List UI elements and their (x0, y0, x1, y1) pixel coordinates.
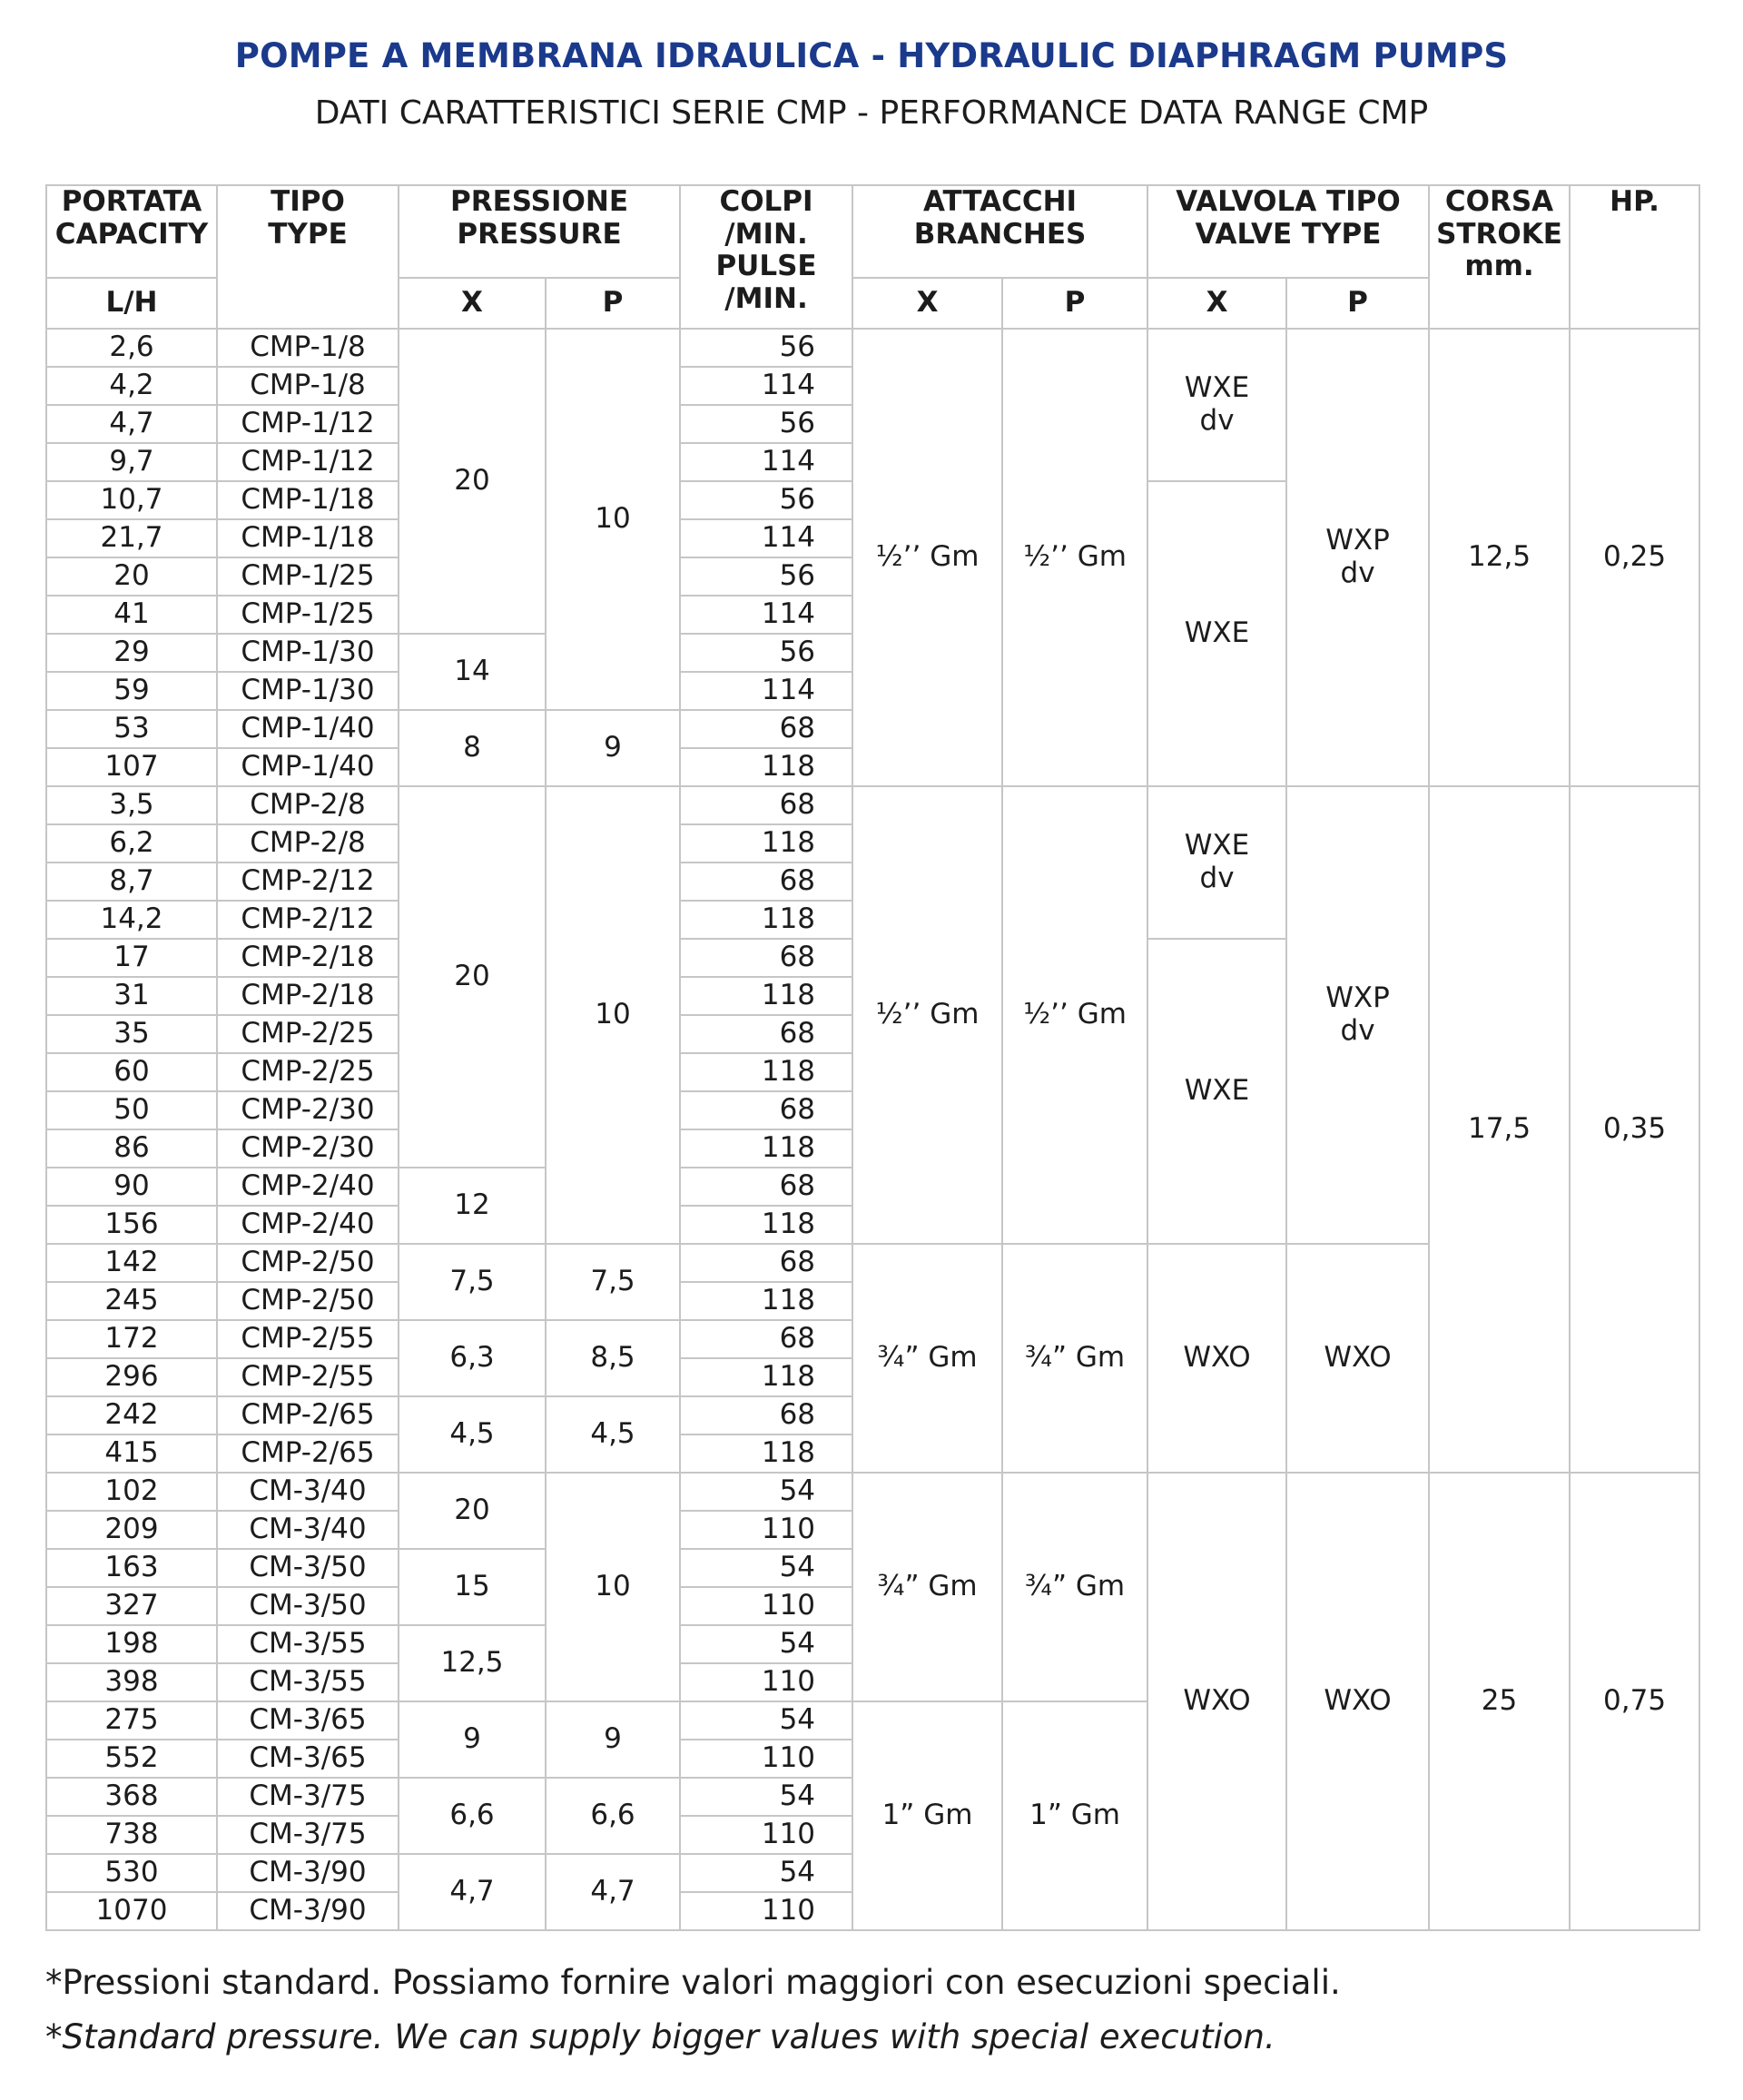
type-cell: CMP-2/25 (217, 1015, 399, 1053)
pulse-cell: 54 (680, 1473, 852, 1511)
pulse-cell: 118 (680, 1129, 852, 1168)
pulse-cell: 54 (680, 1549, 852, 1587)
pulse-cell: 110 (680, 1587, 852, 1625)
header-stroke-it: CORSA (1444, 185, 1554, 218)
pulse-cell: 68 (680, 1244, 852, 1282)
type-cell: CMP-2/8 (217, 786, 399, 824)
capacity-cell: 142 (46, 1244, 217, 1282)
type-cell: CM-3/90 (217, 1892, 399, 1930)
stroke-cell: 17,5 (1429, 786, 1570, 1473)
capacity-cell: 530 (46, 1854, 217, 1892)
pulse-cell: 110 (680, 1663, 852, 1701)
type-cell: CMP-2/40 (217, 1168, 399, 1206)
capacity-cell: 9,7 (46, 443, 217, 481)
capacity-cell: 8,7 (46, 863, 217, 901)
header-valve-p: P (1286, 278, 1429, 329)
pressure-p-cell: 6,6 (546, 1778, 680, 1854)
type-cell: CM-3/90 (217, 1854, 399, 1892)
pulse-cell: 68 (680, 1015, 852, 1053)
valve-p-cell: WXP dv (1286, 329, 1429, 786)
footnote-english: *Standard pressure. We can supply bigger values with special execution. (45, 2017, 1275, 2056)
pressure-p-cell: 10 (546, 329, 680, 710)
header-valve-en: VALVE TYPE (1195, 217, 1382, 251)
pulse-cell: 56 (680, 405, 852, 443)
page-subtitle: DATI CARATTERISTICI SERIE CMP - PERFORMANCE DATA RANGE CMP (314, 94, 1429, 132)
pressure-x-cell: 15 (399, 1549, 546, 1625)
table-body (46, 329, 1699, 1930)
capacity-cell: 10,7 (46, 481, 217, 519)
header-capacity-en: CAPACITY (54, 217, 209, 251)
pressure-p-cell: 4,7 (546, 1854, 680, 1930)
capacity-cell: 107 (46, 748, 217, 786)
header-pressure-p: P (546, 278, 680, 329)
pulse-cell: 118 (680, 1435, 852, 1473)
pulse-cell: 110 (680, 1816, 852, 1854)
type-cell: CM-3/65 (217, 1701, 399, 1740)
capacity-cell: 398 (46, 1663, 217, 1701)
capacity-cell: 17 (46, 939, 217, 977)
branch-p-cell: 1” Gm (1002, 1701, 1147, 1930)
pressure-p-cell: 8,5 (546, 1320, 680, 1396)
pulse-cell: 68 (680, 710, 852, 748)
capacity-cell: 415 (46, 1435, 217, 1473)
type-cell: CMP-1/8 (217, 329, 399, 367)
header-branches-x: X (852, 278, 1002, 329)
pressure-x-cell: 20 (399, 329, 546, 634)
pulse-cell: 54 (680, 1701, 852, 1740)
capacity-cell: 275 (46, 1701, 217, 1740)
type-cell: CM-3/75 (217, 1816, 399, 1854)
type-cell: CMP-2/50 (217, 1244, 399, 1282)
capacity-cell: 198 (46, 1625, 217, 1663)
type-cell: CMP-1/40 (217, 748, 399, 786)
capacity-cell: 156 (46, 1206, 217, 1244)
capacity-cell: 327 (46, 1587, 217, 1625)
pulse-cell: 56 (680, 329, 852, 367)
hp-cell: 0,35 (1570, 786, 1699, 1473)
capacity-cell: 50 (46, 1091, 217, 1129)
pressure-p-cell: 9 (546, 710, 680, 786)
pulse-cell: 118 (680, 901, 852, 939)
pressure-x-cell: 20 (399, 1473, 546, 1549)
pressure-p-cell: 4,5 (546, 1396, 680, 1473)
capacity-cell: 368 (46, 1778, 217, 1816)
type-cell: CMP-2/65 (217, 1435, 399, 1473)
header-pulse-line3: PULSE (715, 250, 817, 283)
stroke-cell: 12,5 (1429, 329, 1570, 786)
capacity-cell: 35 (46, 1015, 217, 1053)
header-stroke-unit: mm. (1464, 250, 1534, 283)
header-pressure-x: X (399, 278, 546, 329)
header-pulse-line4: /MIN. (724, 281, 808, 315)
header-hp-label: HP. (1610, 185, 1659, 218)
type-cell: CM-3/50 (217, 1587, 399, 1625)
capacity-cell: 245 (46, 1282, 217, 1320)
pressure-x-cell: 12 (399, 1168, 546, 1244)
page-title: POMPE A MEMBRANA IDRAULICA - HYDRAULIC DIAPHRAGM PUMPS (234, 36, 1509, 75)
table-row (46, 786, 1699, 824)
header-pulse-line2: /MIN. (724, 217, 808, 251)
header-capacity-it: PORTATA (61, 185, 202, 218)
type-cell: CM-3/40 (217, 1473, 399, 1511)
header-pressure-en: PRESSURE (457, 217, 622, 251)
pressure-x-cell: 8 (399, 710, 546, 786)
capacity-cell: 60 (46, 1053, 217, 1091)
capacity-cell: 209 (46, 1511, 217, 1549)
pressure-x-cell: 6,6 (399, 1778, 546, 1854)
pulse-cell: 118 (680, 977, 852, 1015)
pressure-p-cell: 7,5 (546, 1244, 680, 1320)
type-cell: CMP-2/65 (217, 1396, 399, 1435)
footnote-italian: *Pressioni standard. Possiamo fornire valori maggiori con esecuzioni speciali. (45, 1963, 1341, 2002)
pressure-x-cell: 4,5 (399, 1396, 546, 1473)
pulse-cell: 68 (680, 1320, 852, 1358)
type-cell: CMP-2/25 (217, 1053, 399, 1091)
pulse-cell: 68 (680, 786, 852, 824)
pulse-cell: 54 (680, 1778, 852, 1816)
type-cell: CMP-2/18 (217, 977, 399, 1015)
type-cell: CMP-2/12 (217, 901, 399, 939)
type-cell: CM-3/40 (217, 1511, 399, 1549)
pulse-cell: 56 (680, 557, 852, 596)
type-cell: CMP-2/55 (217, 1320, 399, 1358)
branch-p-cell: ½’’ Gm (1002, 329, 1147, 786)
type-cell: CMP-2/30 (217, 1091, 399, 1129)
pressure-x-cell: 20 (399, 786, 546, 1168)
valve-x-cell: WXE dv (1147, 329, 1286, 481)
branch-x-cell: ¾” Gm (852, 1244, 1002, 1473)
pulse-cell: 68 (680, 1168, 852, 1206)
capacity-cell: 53 (46, 710, 217, 748)
type-cell: CMP-1/12 (217, 405, 399, 443)
table-header (46, 185, 1699, 329)
type-cell: CMP-1/18 (217, 519, 399, 557)
pulse-cell: 114 (680, 596, 852, 634)
pulse-cell: 110 (680, 1511, 852, 1549)
header-branches (852, 185, 1147, 278)
type-cell: CMP-2/50 (217, 1282, 399, 1320)
branch-x-cell: ½’’ Gm (852, 786, 1002, 1244)
pulse-cell: 118 (680, 824, 852, 863)
capacity-cell: 4,2 (46, 367, 217, 405)
header-stroke (1429, 185, 1570, 329)
type-cell: CMP-2/8 (217, 824, 399, 863)
header-branches-it: ATTACCHI (922, 185, 1078, 218)
type-cell: CMP-2/40 (217, 1206, 399, 1244)
header-stroke-en: STROKE (1436, 217, 1562, 251)
capacity-cell: 3,5 (46, 786, 217, 824)
pulse-cell: 114 (680, 443, 852, 481)
branch-x-cell: 1” Gm (852, 1701, 1002, 1930)
pulse-cell: 118 (680, 1206, 852, 1244)
pulse-cell: 54 (680, 1625, 852, 1663)
type-cell: CMP-1/30 (217, 634, 399, 672)
pressure-p-cell: 10 (546, 1473, 680, 1701)
capacity-cell: 552 (46, 1740, 217, 1778)
valve-x-cell: WXE (1147, 481, 1286, 786)
capacity-cell: 86 (46, 1129, 217, 1168)
header-pressure (399, 185, 680, 278)
header-branches-p: P (1002, 278, 1147, 329)
capacity-cell: 163 (46, 1549, 217, 1587)
capacity-cell: 29 (46, 634, 217, 672)
header-valve (1147, 185, 1429, 278)
capacity-cell: 20 (46, 557, 217, 596)
stroke-cell: 25 (1429, 1473, 1570, 1930)
type-cell: CMP-1/25 (217, 596, 399, 634)
pulse-cell: 114 (680, 367, 852, 405)
type-cell: CMP-2/12 (217, 863, 399, 901)
type-cell: CM-3/75 (217, 1778, 399, 1816)
performance-table (45, 184, 1700, 1931)
capacity-cell: 102 (46, 1473, 217, 1511)
capacity-cell: 1070 (46, 1892, 217, 1930)
header-pulse-line1: COLPI (719, 185, 813, 218)
pressure-x-cell: 6,3 (399, 1320, 546, 1396)
type-cell: CM-3/55 (217, 1663, 399, 1701)
capacity-cell: 59 (46, 672, 217, 710)
type-cell: CMP-2/18 (217, 939, 399, 977)
pressure-x-cell: 12,5 (399, 1625, 546, 1701)
header-hp (1570, 185, 1699, 329)
pulse-cell: 56 (680, 634, 852, 672)
type-cell: CM-3/55 (217, 1625, 399, 1663)
pressure-p-cell: 10 (546, 786, 680, 1244)
pulse-cell: 118 (680, 1053, 852, 1091)
pulse-cell: 118 (680, 1358, 852, 1396)
type-cell: CMP-1/12 (217, 443, 399, 481)
header-valve-it: VALVOLA TIPO (1176, 185, 1401, 218)
type-cell: CMP-2/30 (217, 1129, 399, 1168)
capacity-cell: 4,7 (46, 405, 217, 443)
valve-p-cell: WXO (1286, 1473, 1429, 1930)
hp-cell: 0,25 (1570, 329, 1699, 786)
capacity-cell: 172 (46, 1320, 217, 1358)
branch-x-cell: ½’’ Gm (852, 329, 1002, 786)
pulse-cell: 118 (680, 748, 852, 786)
capacity-cell: 21,7 (46, 519, 217, 557)
header-pulse (680, 185, 852, 329)
valve-p-cell: WXO (1286, 1244, 1429, 1473)
type-cell: CMP-1/30 (217, 672, 399, 710)
type-cell: CMP-1/8 (217, 367, 399, 405)
capacity-cell: 296 (46, 1358, 217, 1396)
header-type-it: TIPO (271, 185, 345, 218)
pulse-cell: 118 (680, 1282, 852, 1320)
header-capacity-unit: L/H (46, 278, 217, 329)
pulse-cell: 110 (680, 1740, 852, 1778)
pulse-cell: 114 (680, 672, 852, 710)
type-cell: CMP-2/55 (217, 1358, 399, 1396)
branch-p-cell: ¾” Gm (1002, 1473, 1147, 1701)
pulse-cell: 68 (680, 1396, 852, 1435)
header-type (217, 185, 399, 329)
pressure-x-cell: 4,7 (399, 1854, 546, 1930)
type-cell: CMP-1/25 (217, 557, 399, 596)
type-cell: CM-3/50 (217, 1549, 399, 1587)
capacity-cell: 2,6 (46, 329, 217, 367)
header-type-en: TYPE (268, 217, 348, 251)
pulse-cell: 114 (680, 519, 852, 557)
branch-p-cell: ¾” Gm (1002, 1244, 1147, 1473)
pulse-cell: 68 (680, 1091, 852, 1129)
header-valve-x: X (1147, 278, 1286, 329)
valve-p-cell: WXP dv (1286, 786, 1429, 1244)
valve-x-cell: WXO (1147, 1473, 1286, 1930)
capacity-cell: 90 (46, 1168, 217, 1206)
valve-x-cell: WXE (1147, 939, 1286, 1244)
pulse-cell: 68 (680, 939, 852, 977)
table-row (46, 329, 1699, 367)
valve-x-cell: WXO (1147, 1244, 1286, 1473)
table-row (46, 1473, 1699, 1511)
header-branches-en: BRANCHES (913, 217, 1087, 251)
valve-x-cell: WXE dv (1147, 786, 1286, 939)
pulse-cell: 54 (680, 1854, 852, 1892)
header-pressure-it: PRESSIONE (449, 185, 629, 218)
header-capacity (46, 185, 217, 278)
capacity-cell: 14,2 (46, 901, 217, 939)
pulse-cell: 110 (680, 1892, 852, 1930)
pressure-x-cell: 9 (399, 1701, 546, 1778)
pulse-cell: 68 (680, 863, 852, 901)
capacity-cell: 6,2 (46, 824, 217, 863)
type-cell: CM-3/65 (217, 1740, 399, 1778)
branch-p-cell: ½’’ Gm (1002, 786, 1147, 1244)
capacity-cell: 242 (46, 1396, 217, 1435)
pulse-cell: 56 (680, 481, 852, 519)
type-cell: CMP-1/40 (217, 710, 399, 748)
type-cell: CMP-1/18 (217, 481, 399, 519)
hp-cell: 0,75 (1570, 1473, 1699, 1930)
branch-x-cell: ¾” Gm (852, 1473, 1002, 1701)
capacity-cell: 41 (46, 596, 217, 634)
capacity-cell: 738 (46, 1816, 217, 1854)
pressure-x-cell: 7,5 (399, 1244, 546, 1320)
capacity-cell: 31 (46, 977, 217, 1015)
pressure-x-cell: 14 (399, 634, 546, 710)
pressure-p-cell: 9 (546, 1701, 680, 1778)
